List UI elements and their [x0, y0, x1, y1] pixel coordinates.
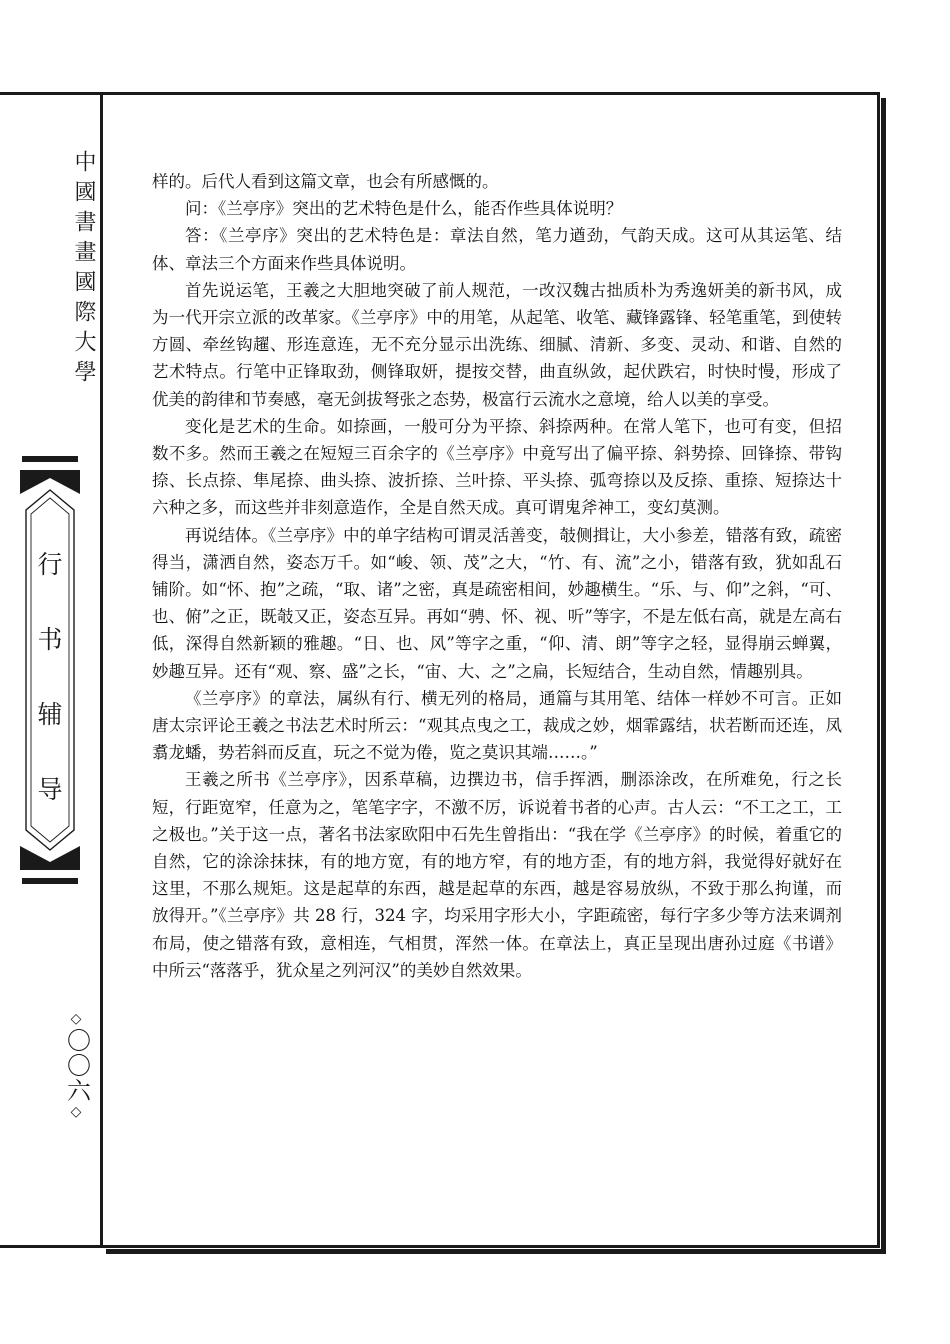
diamond-icon: ◇: [70, 1011, 82, 1027]
paragraph-question: 问：《兰亭序》突出的艺术特色是什么，能否作些具体说明？: [185, 199, 623, 219]
subject-char: 导: [37, 775, 63, 804]
page-number-digits: 〇〇六: [62, 1028, 91, 1103]
school-name: 中國書畫國際大學: [71, 150, 96, 390]
paragraph-answer: 答：《兰亭序》突出的艺术特色是：章法自然，笔力遒劲，气韵天成。这可从其运笔、结体、章法三个方面来作些具体说明。: [152, 226, 842, 273]
paragraph: 样的。后代人看到这篇文章，也会有所感慨的。: [152, 172, 499, 191]
subject-title: [30, 545, 70, 845]
paragraph: 《兰亭序》的章法，属纵有行、横无列的格局，通篇与其用笔、结体一样妙不可言。正如唐太宗评论王羲之书法艺术时所云：“观其点曳之工，裁成之妙，烟霏露结，状若断而还连，凤翥龙蟠，势若斜而反直，玩之不觉为倦，览之莫识其端……。”: [152, 688, 842, 763]
page-number: [58, 1010, 94, 1121]
banner-bottom-band: [22, 878, 78, 884]
diamond-icon: ◇: [70, 1104, 82, 1120]
body-text: [152, 168, 842, 984]
subject-char: 书: [37, 625, 63, 654]
paragraph: 再说结体。《兰亭序》中的单字结构可谓灵活善变，攲侧揖让，大小参差，错落有致，疏密得当，潇洒自然，姿态万千。如“峻、领、茂”之大，“竹、有、流”之小，错落有致，犹如乱石铺阶。如“怀、抱”之疏，“取、诸”之密，真是疏密相间，妙趣横生。“乐、与、仰”之斜，“可、也、俯”之正，既攲又正，姿态互异。再如“骋、怀、视、听”等字，不是左低右高，就是左高右低，深得自然新颖的雅趣。“日、也、风”等字之重，“仰、清、朗”等字之轻，显得崩云蝉翼，妙趣互异。还有“观、察、盛”之长，“宙、大、之”之扁，长短结合，生动自然，情趣别具。: [152, 525, 842, 681]
banner-top-band: [22, 456, 78, 462]
paragraph: 首先说运笔，王羲之大胆地突破了前人规范，一改汉魏古拙质朴为秀逸妍美的新书风，成为一代开宗立派的改革家。《兰亭序》中的用笔，从起笔、收笔、藏锋露锋、轻笔重笔，到使转方圆、牵丝钩趯、形连意连，无不充分显示出洗练、细腻、清新、多变、灵动、和谐、自然的艺术特点。行笔中正锋取劲，侧锋取妍，提按交替，曲直纵敛，起伏跌宕，时快时慢，形成了优美的韵律和节奏感，毫无剑拔弩张之态势，极富行云流水之意境，给人以美的享受。: [152, 280, 842, 409]
paragraph: 变化是艺术的生命。如捺画，一般可分为平捺、斜捺两种。在常人笔下，也可有变，但招数不多。然而王羲之在短短三百余字的《兰亭序》中竟写出了偏平捺、斜势捺、回锋捺、带钩捺、长点捺、隼尾捺、曲头捺、波折捺、兰叶捺、平头捺、弧弯捺以及反捺、重捺、短捺达十六种之多，而这些并非刻意造作，全是自然天成。真可谓鬼斧神工，变幻莫测。: [152, 416, 842, 518]
subject-char: 行: [37, 550, 63, 579]
paragraph: 王羲之所书《兰亭序》，因系草稿，边撰边书，信手挥洒，删添涂改，在所难免，行之长短，行距宽窄，任意为之，笔笔字字，不激不厉，诉说着书者的心声。古人云：“不工之工，工之极也。”关于这一点，著名书法家欧阳中石先生曾指出：“我在学《兰亭序》的时候，着重它的自然，它的涂涂抹抹，有的地方宽，有的地方窄，有的地方歪，有的地方斜，我觉得好就好在这里，不那么规矩。这是起草的东西，越是起草的东西，越是容易放纵，不致于那么拘谨，而放得开。”《兰亭序》共 28 行，324 字，均采用字形大小，字距疏密，每行字多少等方法来调剂布局，使之错落有致，意相连，气相贯，浑然一体。在章法上，真正呈现出唐孙过庭《书谱》中所云“落落乎，犹众星之列河汉”的美妙自然效果。: [152, 770, 842, 980]
subject-char: 辅: [37, 700, 63, 729]
